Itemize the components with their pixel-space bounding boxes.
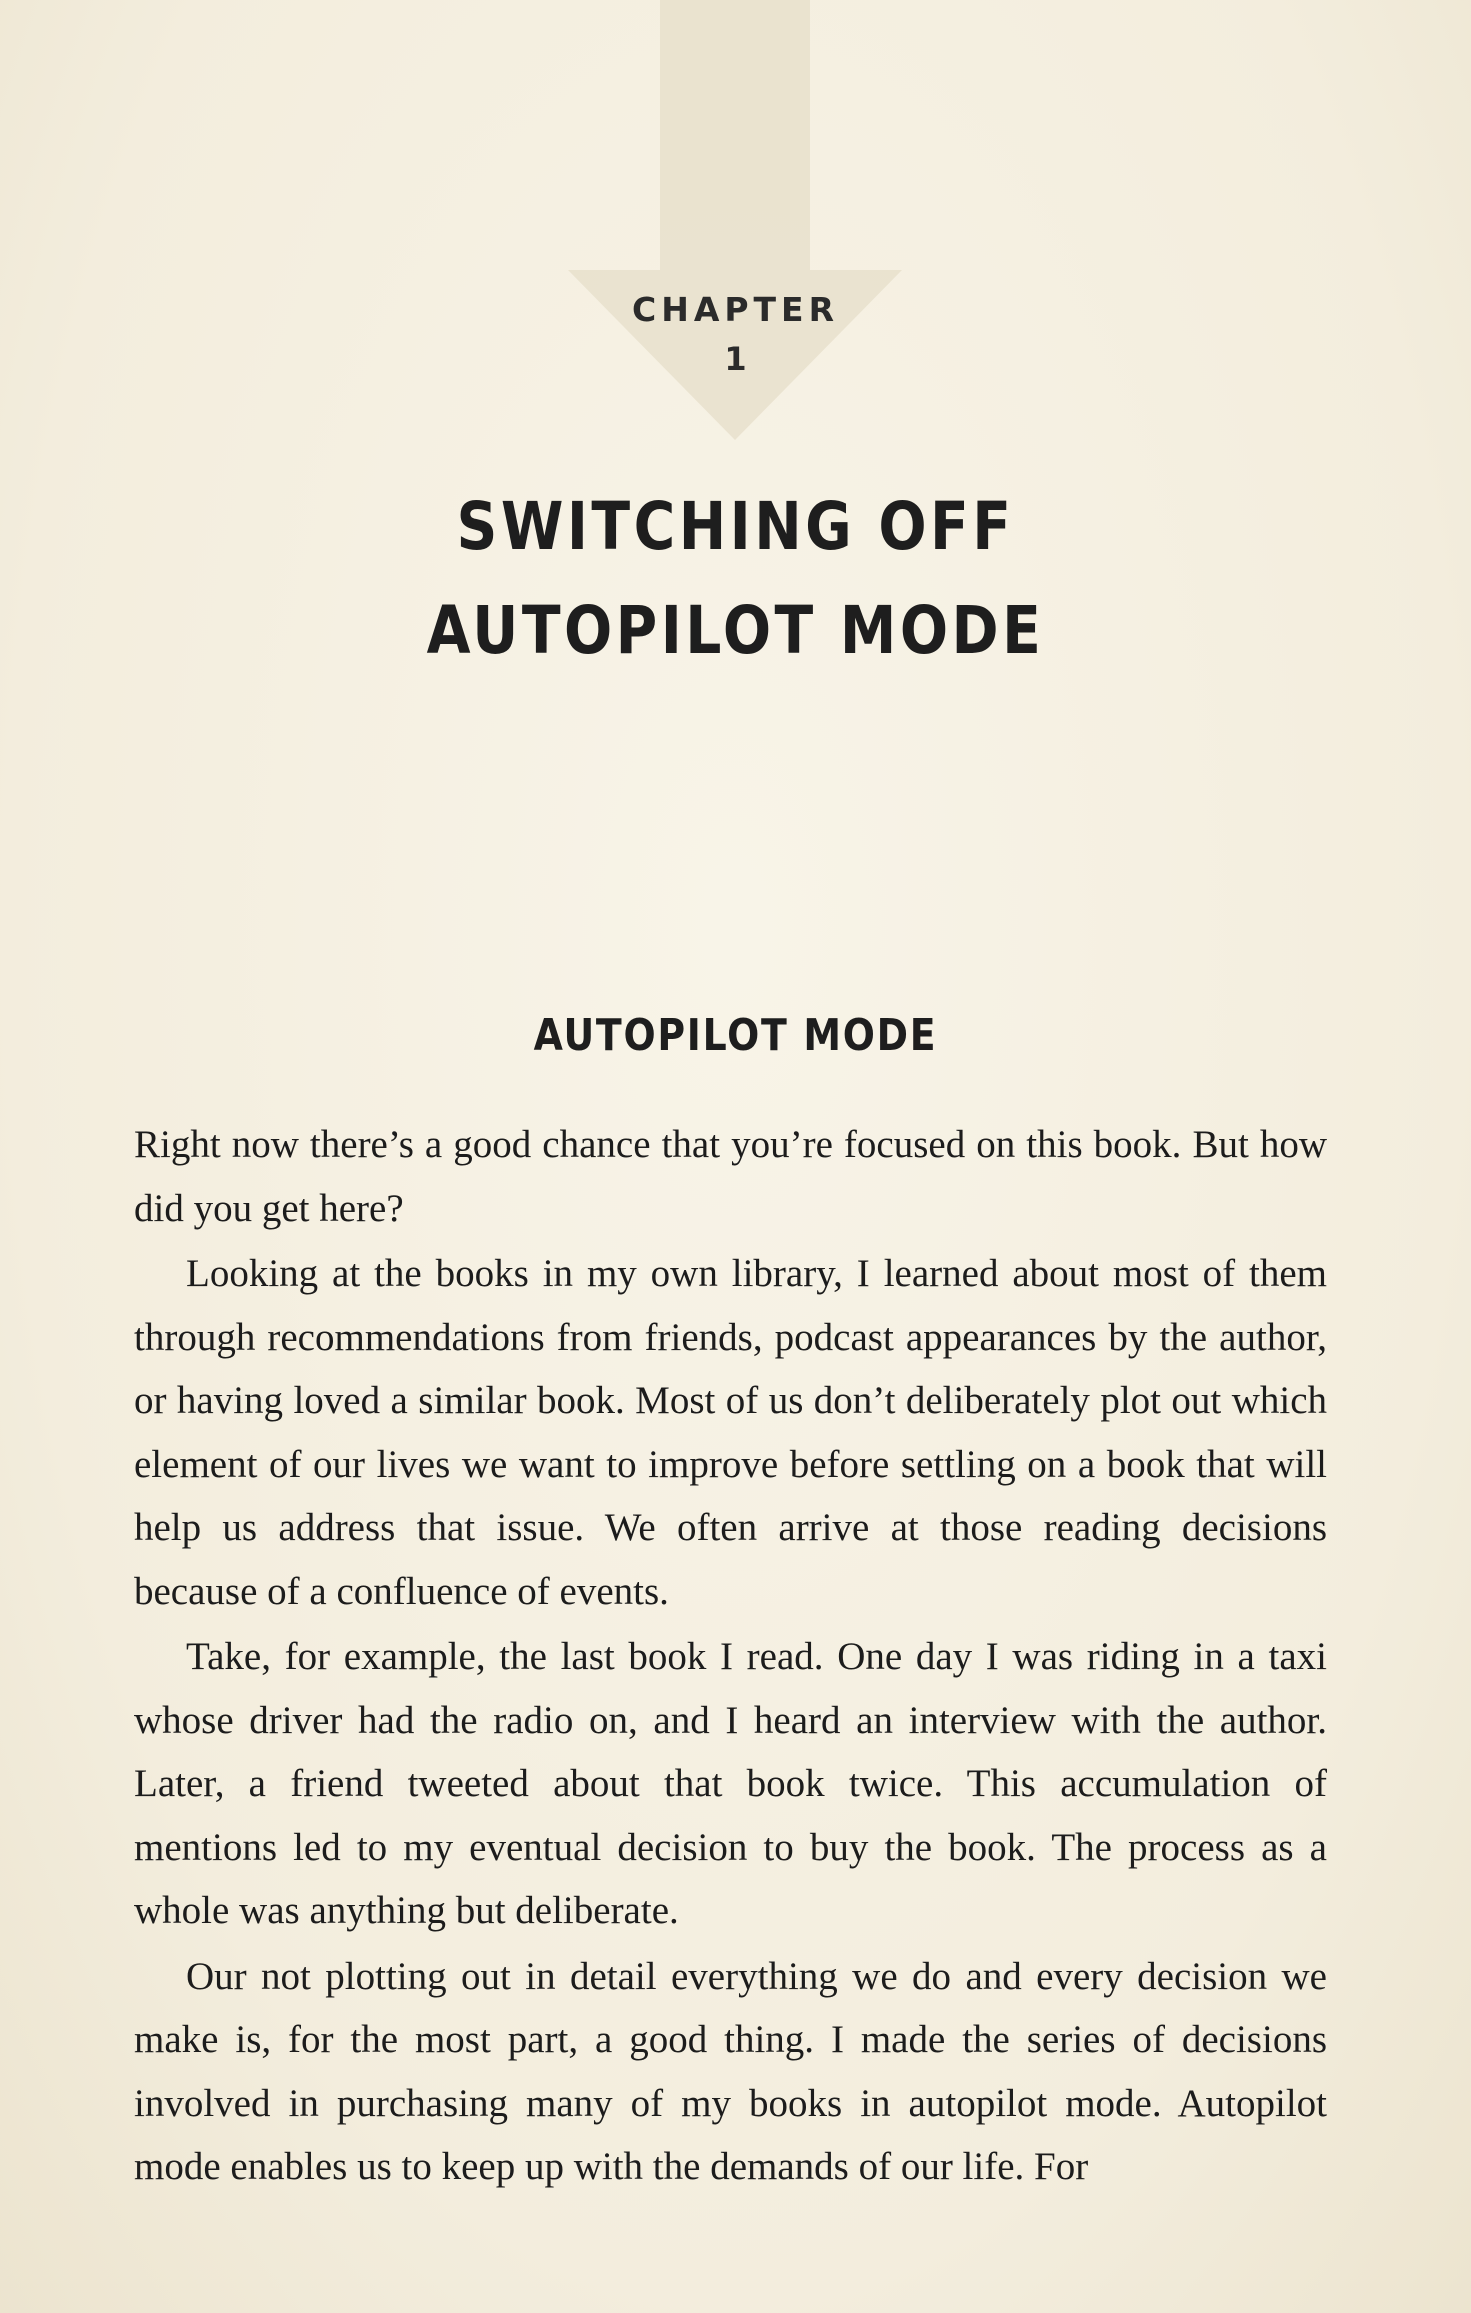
chapter-label: CHAPTER bbox=[631, 290, 840, 329]
paragraph-2: Looking at the books in my own library, I learned about most of them through recommendations from friends, podcast appearances by the author, or having loved a similar book. Most of us don’t deliberately plot out which element of our lives we want to improve before settling on a book that will help us address that issue. We often arrive at those reading decisions because of a confluence of events. bbox=[134, 1252, 1327, 1613]
chapter-number: 1 bbox=[724, 340, 747, 378]
paragraph-4: Our not plotting out in detail everything we do and every decision we make is, for the most part, a good thing. I made the series of decisions involved in purchasing many of my books in autopilot mode. Autopilot mode enables us to keep up with the demands of our life. For bbox=[134, 1954, 1327, 2188]
section-heading: AUTOPILOT MODE bbox=[533, 1010, 938, 1061]
body-text bbox=[134, 1113, 1327, 2201]
chapter-title-line-2: AUTOPILOT MODE bbox=[426, 592, 1045, 669]
chapter-title-line-1: SWITCHING OFF bbox=[456, 488, 1015, 565]
decorative-down-arrow-icon bbox=[0, 0, 1471, 520]
paragraph-3: Take, for example, the last book I read. One day I was riding in a taxi whose driver had the radio on, and I heard an interview with the author. Later, a friend tweeted about that book twice. This accumulation of mentions led to my eventual decision to buy the book. The process as a whole was anything but deliberate. bbox=[134, 1635, 1327, 1932]
paragraph-1: Right now there’s a good chance that you’re focused on this book. But how did you get here? bbox=[134, 1123, 1327, 1230]
chapter-title bbox=[103, 475, 1368, 683]
